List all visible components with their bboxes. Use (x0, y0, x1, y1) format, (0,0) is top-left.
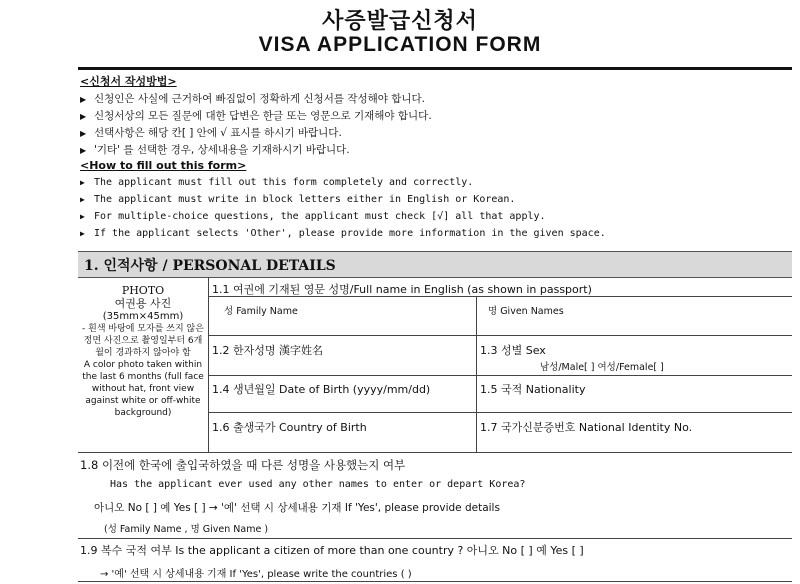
instruction-item: ▶ 선택사항은 해당 칸[ ] 안에 √ 표시를 하시기 바랍니다. (80, 127, 342, 139)
nationality-field[interactable]: 1.5 국적 Nationality (480, 383, 586, 396)
chinese-name-field[interactable]: 1.2 한자성명 漢字姓名 (212, 344, 323, 357)
grid-divider (78, 538, 792, 539)
grid-divider (78, 581, 792, 582)
section-title: 1. 인적사항 / PERSONAL DETAILS (84, 258, 336, 274)
sex-checkboxes[interactable]: 남성/Male[ ] 여성/Female[ ] (540, 362, 664, 373)
bullet-icon: ▶ (80, 95, 87, 104)
other-names-details[interactable]: (성 Family Name , 명 Given Name ) (104, 524, 269, 535)
instruction-item: ▶ 신청인은 사실에 근거하여 빠짐없이 정확하게 신청서를 작성해야 합니다. (80, 93, 425, 105)
instruction-item: ▶ For multiple-choice questions, the applicant must check [√] all that apply. (80, 211, 546, 222)
photo-label-korean: 여권용 사진 (114, 297, 172, 310)
grid-divider (208, 277, 209, 452)
form-title-english: VISA APPLICATION FORM (258, 33, 542, 56)
photo-label: PHOTO (121, 284, 165, 297)
other-names-checkboxes[interactable]: 아니오 No [ ] 예 Yes [ ] → '예' 선택 시 상세내용 기재 If 'Yes', please provide details (94, 502, 500, 514)
instruction-item: ▶ The applicant must fill out this form completely and correctly. (80, 177, 474, 188)
dual-citizenship-details[interactable]: → '예' 선택 시 상세내용 기재 If 'Yes', please write the countries ( ) (100, 569, 412, 580)
given-names-field[interactable]: 명 Given Names (488, 306, 564, 317)
grid-divider (208, 412, 792, 413)
question-1-8-english: Has the applicant ever used any other names to enter or depart Korea? (110, 479, 526, 490)
instruction-item: ▶ '기타' 를 선택한 경우, 상세내용을 기재하시기 바랍니다. (80, 144, 350, 156)
instructions-heading-korean: <신청서 작성방법> (80, 75, 177, 88)
question-1-9[interactable]: 1.9 복수 국적 여부 Is the applicant a citizen of more than one country ? 아니오 No [ ] 예 Yes [ ] (80, 544, 584, 557)
question-1-8: 1.8 이전에 한국에 출입국하였을 때 다른 성명을 사용했는지 여부 (80, 458, 406, 472)
family-name-field[interactable]: 성 Family Name (224, 306, 298, 317)
instruction-item: ▶ 신청서상의 모든 질문에 대한 답변은 한글 또는 영문으로 기재해야 합니다. (80, 110, 432, 122)
instruction-item: ▶ If the applicant selects 'Other', please provide more information in the given space. (80, 228, 606, 239)
grid-divider (476, 296, 477, 452)
bullet-icon: ▶ (80, 129, 87, 138)
bullet-icon: ▶ (80, 229, 85, 238)
title-divider (78, 67, 792, 70)
instruction-item: ▶ The applicant must write in block letters either in English or Korean. (80, 194, 516, 205)
field-label-sex: 1.3 성별 Sex (480, 344, 546, 357)
bullet-icon: ▶ (80, 178, 85, 187)
bullet-icon: ▶ (80, 212, 85, 221)
photo-box[interactable] (78, 278, 208, 452)
bullet-icon: ▶ (80, 195, 85, 204)
grid-divider (78, 452, 792, 453)
bullet-icon: ▶ (80, 146, 87, 155)
date-of-birth-field[interactable]: 1.4 생년월일 Date of Birth (yyyy/mm/dd) (212, 383, 431, 396)
national-id-field[interactable]: 1.7 국가신분증번호 National Identity No. (480, 421, 693, 434)
country-of-birth-field[interactable]: 1.6 출생국가 Country of Birth (212, 421, 367, 434)
instructions-heading-english: <How to fill out this form> (80, 159, 247, 172)
photo-note-english: A color photo taken within the last 6 months (full face without hat, front view against white or off-white background) (82, 360, 204, 418)
photo-note-korean: - 흰색 바탕에 모자를 쓰지 않은 정면 사진으로 촬영일부터 6개월이 경과하지 않아야 함 (82, 324, 204, 358)
photo-size: (35mm×45mm) (102, 311, 184, 322)
form-title-korean: 사증발급신청서 (322, 9, 478, 34)
bullet-icon: ▶ (80, 112, 87, 121)
field-label-full-name: 1.1 여권에 기재된 영문 성명/Full name in English (as shown in passport) (212, 283, 592, 296)
grid-divider (208, 335, 792, 336)
grid-divider (208, 375, 792, 376)
